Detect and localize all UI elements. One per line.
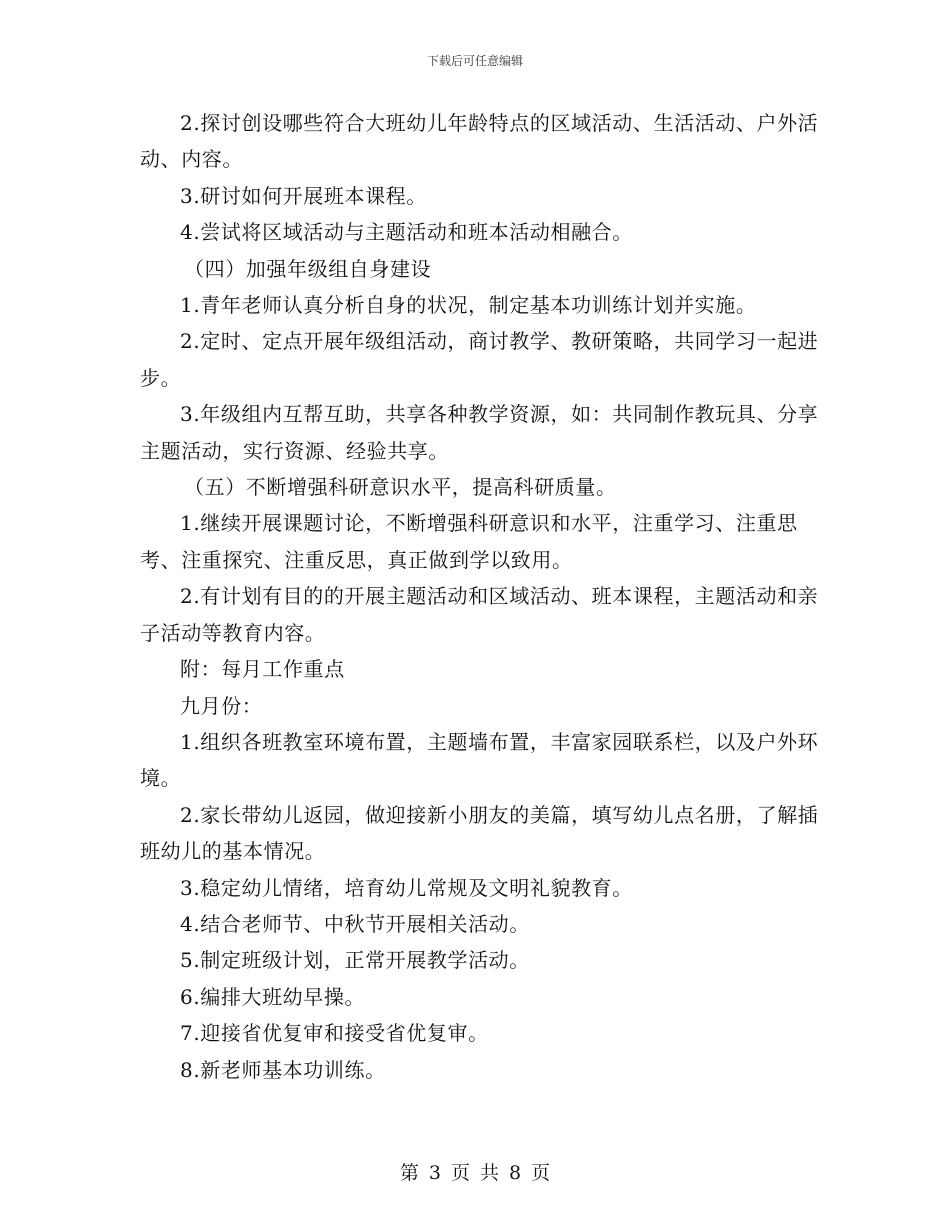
paragraph: 1.青年老师认真分析自身的状况，制定基本功训练计划并实施。 (180, 293, 757, 318)
paragraph: 1.继续开展课题讨论，不断增强科研意识和水平，注重学习、注重思考、注重探究、注重反思，真正做到学以致用。 (140, 511, 798, 572)
page-number: 第 3 页 共 8 页 (399, 1162, 551, 1184)
paragraph: 4.结合老师节、中秋节开展相关活动。 (180, 911, 530, 936)
paragraph: 2.定时、定点开展年级组活动，商讨教学、教研策略，共同学习一起进步。 (140, 329, 819, 390)
paragraph: 2.有计划有目的的开展主题活动和区域活动、班本课程，主题活动和亲子活动等教育内容。 (140, 584, 819, 645)
document-body (140, 105, 820, 1088)
paragraph: 2.探讨创设哪些符合大班幼儿年龄特点的区域活动、生活活动、户外活动、内容。 (140, 111, 819, 172)
paragraph: 3.研讨如何开展班本课程。 (180, 183, 427, 208)
paragraph: 3.年级组内互帮互助，共享各种教学资源，如：共同制作教玩具、分享主题活动，实行资源、经验共享。 (140, 402, 819, 463)
appendix-heading: 附：每月工作重点 (180, 657, 345, 682)
paragraph: 5.制定班级计划，正常开展教学活动。 (180, 948, 530, 973)
paragraph: 8.新老师基本功训练。 (180, 1057, 386, 1082)
paragraph: 2.家长带幼儿返园，做迎接新小朋友的美篇，填写幼儿点名册，了解插班幼儿的基本情况。 (140, 802, 819, 864)
paragraph: 3.稳定幼儿情绪，培育幼儿常规及文明礼貌教育。 (180, 875, 633, 900)
paragraph: 1.组织各班教室环境布置，主题墙布置，丰富家园联系栏，以及户外环境。 (140, 729, 819, 791)
section-heading: （四）加强年级组自身建设 (184, 256, 432, 281)
section-heading: （五）不断增强科研意识水平，提高科研质量。 (184, 475, 617, 500)
paragraph: 6.编排大班幼早操。 (180, 984, 366, 1009)
paragraph: 4.尝试将区域活动与主题活动和班本活动相融合。 (180, 220, 633, 245)
paragraph: 7.迎接省优复审和接受省优复审。 (180, 1021, 489, 1046)
month-heading: 九月份： (180, 693, 263, 718)
page-header: 下载后可任意编辑 (426, 54, 523, 68)
